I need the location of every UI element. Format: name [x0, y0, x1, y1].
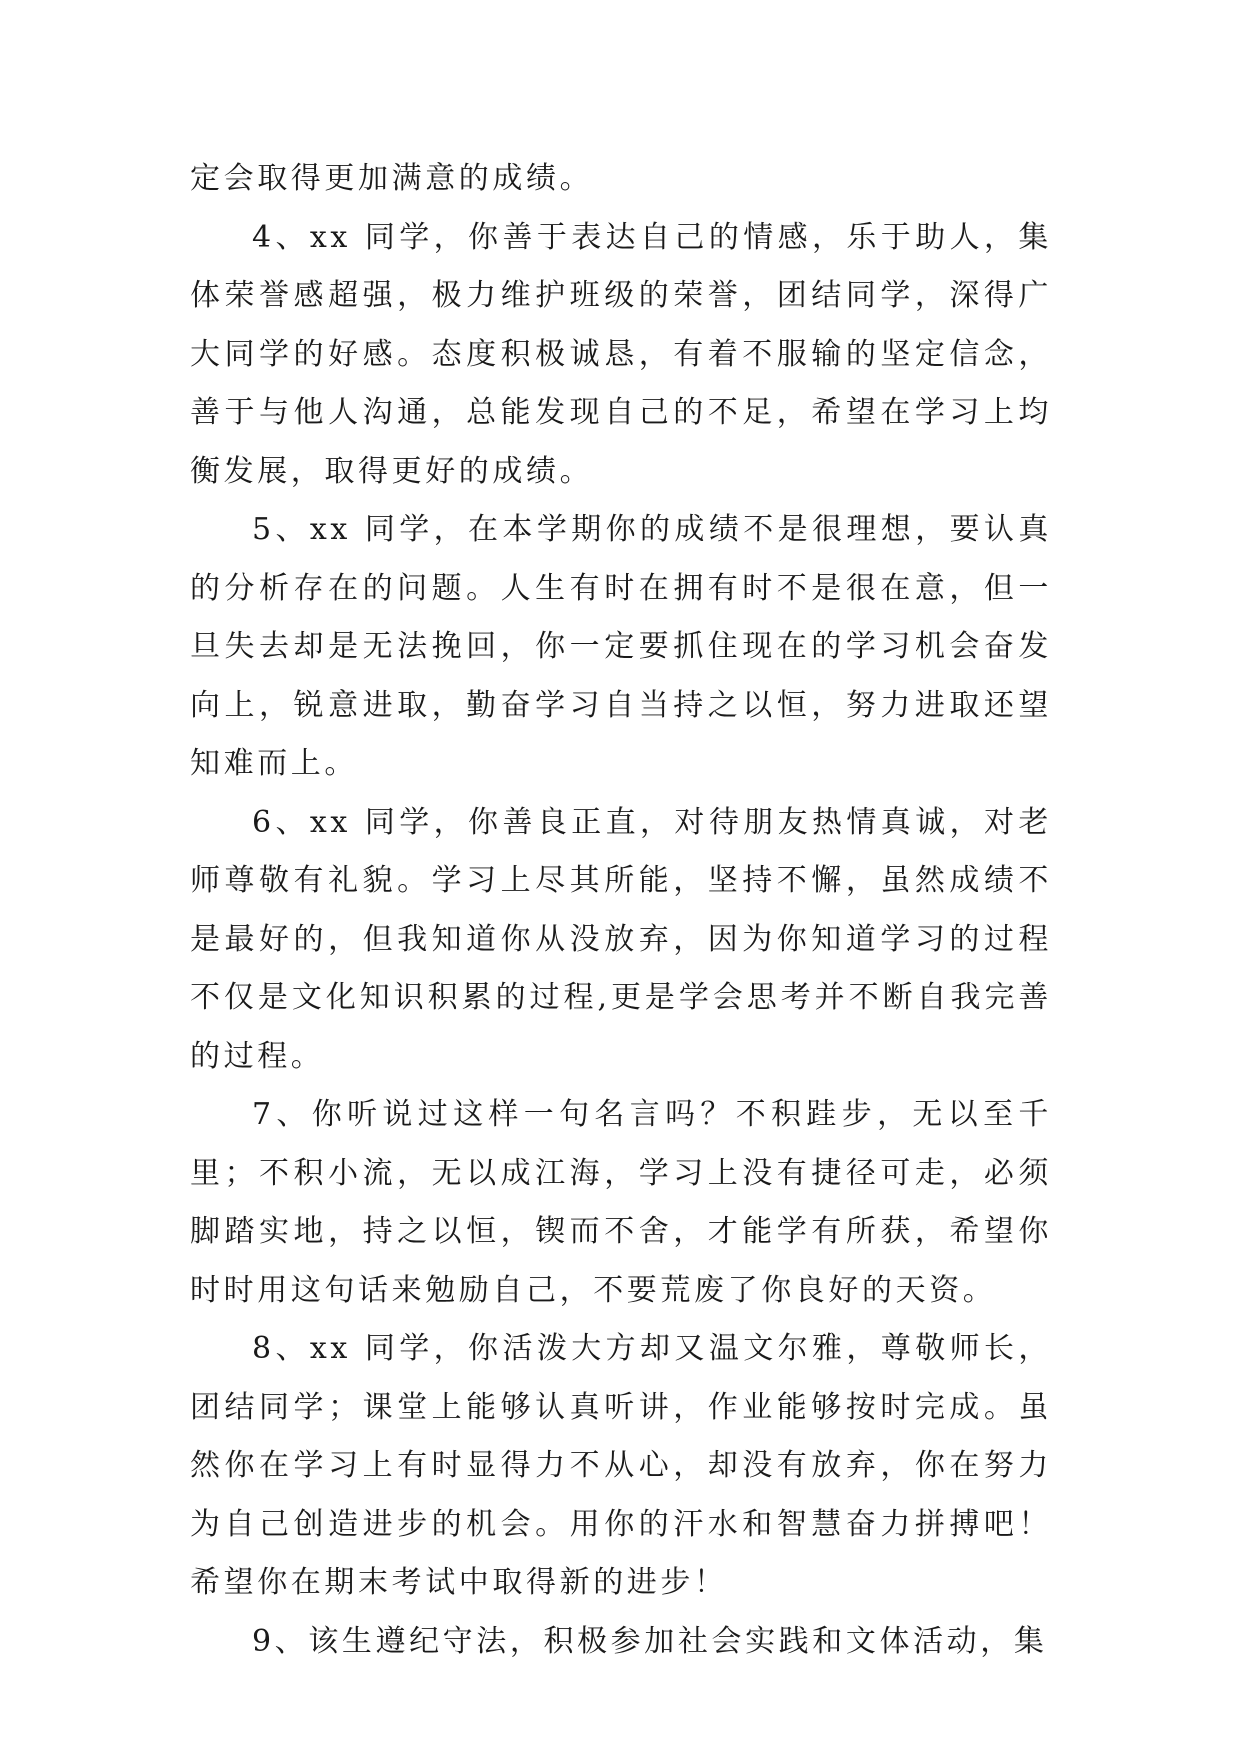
paragraph-comment-4: 4、xx 同学，你善于表达自己的情感，乐于助人，集体荣誉感超强，极力维护班级的荣誉，团结同学，深得广大同学的好感。态度积极诚恳，有着不服输的坚定信念，善于与他人沟通，总能发现自己的不足，希望在学习上均衡发展，取得更好的成绩。 [190, 219, 1052, 489]
paragraph-comment-8: 8、xx 同学，你活泼大方却又温文尔雅，尊敬师长，团结同学；课堂上能够认真听讲，作业能够按时完成。虽然你在学习上有时显得力不从心，却没有放弃，你在努力为自己创造进步的机会。用你的汗水和智慧奋力拼搏吧！希望你在期末考试中取得新的进步！ [190, 1331, 1052, 1600]
paragraph-comment-6: 6、xx 同学，你善良正直，对待朋友热情真诚，对老师尊敬有礼貌。学习上尽其所能，坚持不懈，虽然成绩不是最好的，但我知道你从没放弃，因为你知道学习的过程不仅是文化知识积累的过程,更是学会思考并不断自我完善的过程。 [190, 804, 1052, 1074]
paragraph-comment-7: 7、你听说过这样一句名言吗？不积跬步，无以至千里；不积小流，无以成江海，学习上没有捷径可走，必须脚踏实地，持之以恒，锲而不舍，才能学有所获，希望你时时用这句话来勉励自己，不要荒废了你良好的天资。 [190, 1097, 1052, 1308]
paragraph-comment-5: 5、xx 同学，在本学期你的成绩不是很理想，要认真的分析存在的问题。人生有时在拥有时不是很在意，但一旦失去却是无法挽回，你一定要抓住现在的学习机会奋发向上，锐意进取，勤奋学习自当持之以恒，努力进取还望知难而上。 [190, 512, 1052, 781]
paragraph-comment-9: 9、该生遵纪守法，积极参加社会实践和文体活动，集 [252, 1623, 1048, 1659]
document-page [190, 150, 1052, 1671]
paragraph-continuation: 定会取得更加满意的成绩。 [190, 161, 594, 196]
